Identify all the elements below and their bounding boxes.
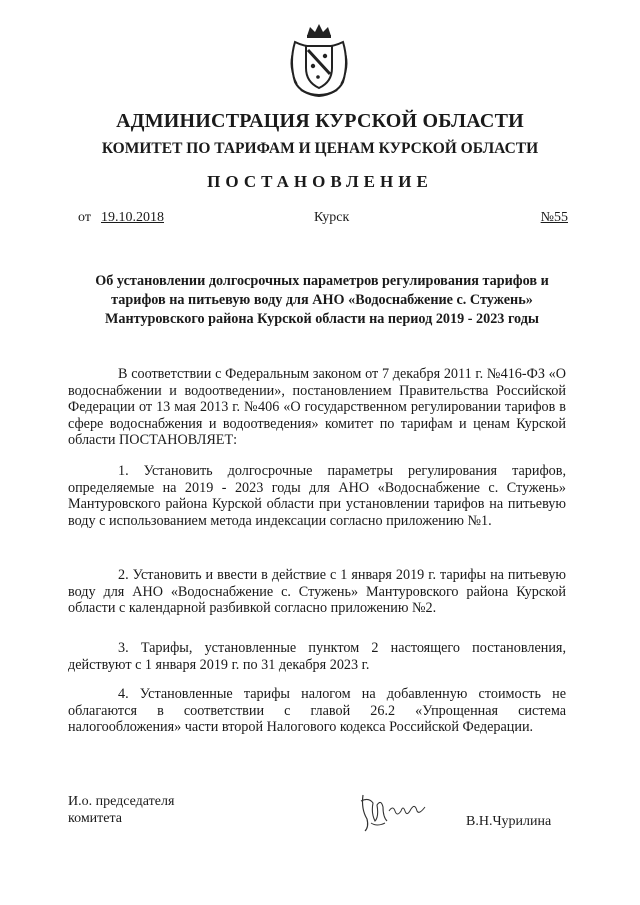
document-date: 19.10.2018 [101, 210, 164, 225]
position-line-1: И.о. председателя [68, 794, 175, 809]
document-city: Курск [314, 210, 350, 225]
document-meta-row [78, 210, 568, 230]
document-title: Об установлении долгосрочных параметров регулирования тарифов и тарифов на питьевую воду для АНО «Водоснабжение с. Стужень» Мантуровского района Курской области на период 2019 - 2023 годы [95, 273, 549, 327]
handwritten-signature-icon [357, 787, 437, 835]
clause-4: 4. Установленные тарифы налогом на добавленную стоимость не облагаются в соответствии с главой 26.2 «Упрощенная система налогообложения» части второй Налогового кодекса Российской Федерации. [68, 686, 566, 736]
document-number: №55 [540, 210, 568, 225]
committee-heading: КОМИТЕТ ПО ТАРИФАМ И ЦЕНАМ КУРСКОЙ ОБЛАСТИ [101, 140, 539, 157]
signatory-name: В.Н.Чурилина [466, 814, 552, 829]
coat-of-arms-icon [287, 22, 351, 98]
document-type-heading: ПОСТАНОВЛЕНИЕ [207, 172, 433, 191]
date-prefix: от [78, 210, 91, 225]
clause-3: 3. Тарифы, установленные пунктом 2 настоящего постановления, действуют с 1 января 2019 г. по 31 декабря 2023 г. [68, 640, 566, 673]
position-line-2: комитета [68, 811, 123, 826]
clause-2: 2. Установить и ввести в действие с 1 января 2019 г. тарифы на питьевую воду для АНО «Водоснабжение с. Стужень» Мантуровского района Курской области с календарной разбивкой согласно приложению №2. [68, 567, 566, 617]
preamble-paragraph: В соответствии с Федеральным законом от 7 декабря 2011 г. №416-ФЗ «О водоснабжении и водоотведении», постановлением Правительства Российской Федерации от 13 мая 2013 г. №406 «О государственном регулировании тарифов в сфере водоснабжения и водоотведения» комитет по тарифам и ценам Курской области ПОСТАНОВЛЯЕТ: [68, 366, 566, 449]
clause-1: 1. Установить долгосрочные параметры регулирования тарифов, определяемые на 2019 - 2023 годы для АНО «Водоснабжение с. Стужень» Мантуровского района Курской области при установлении тарифов на питьевую воду с использованием метода индексации согласно приложению №1. [68, 463, 566, 529]
administration-heading: АДМИНИСТРАЦИЯ КУРСКОЙ ОБЛАСТИ [116, 110, 524, 132]
signatory-position [68, 793, 174, 827]
